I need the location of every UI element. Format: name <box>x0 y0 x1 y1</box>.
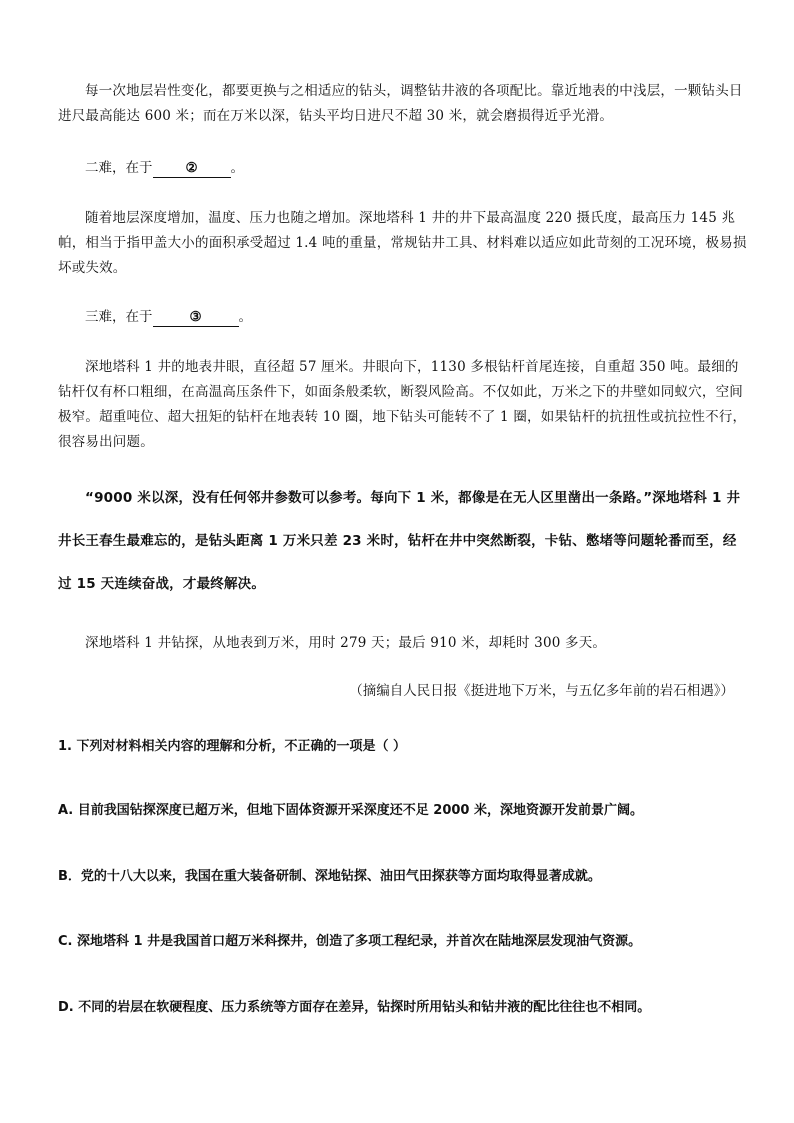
difficulty-three-suffix: 。 <box>238 309 252 325</box>
difficulty-two-suffix: 。 <box>230 160 244 176</box>
difficulty-three-line <box>58 305 748 330</box>
blank-two: ② <box>153 159 231 178</box>
passage-paragraph-quote: “9000 米以深，没有任何邻井参数可以参考。每向下 1 米，都像是在无人区里凿出一条路。”深地塔科 1 井井长王春生最难忘的，是钻头距离 1 万米只差 23 米时，钻杆在井中突然断裂，卡钻、憋堵等问题轮番而至，经过 15 天连续奋战，才最终解决。 <box>58 490 741 592</box>
question-stem: 1. 下列对材料相关内容的理解和分析，不正确的一项是（ ） <box>58 739 407 754</box>
option-a[interactable]: A. 目前我国钻探深度已超万米，但地下固体资源开采深度还不足 2000 米，深地资源开发前景广阔。 <box>58 803 644 818</box>
difficulty-two-line <box>58 156 748 181</box>
passage-paragraph-duration: 深地塔科 1 井钻探，从地表到万米，用时 279 天；最后 910 米，却耗时 300 多天。 <box>85 635 607 651</box>
option-d[interactable]: D. 不同的岩层在软硬程度、压力系统等方面存在差异，钻探时所用钻头和钻井液的配比往往也不相同。 <box>58 1000 651 1015</box>
passage-paragraph-drill-pipe: 深地塔科 1 井的地表井眼，直径超 57 厘米。井眼向下，1130 多根钻杆首尾连接，自重超 350 吨。最细的钻杆仅有杯口粗细，在高温高压条件下，如面条般柔软，断裂风险高。不仅如此，万米之下的井壁如同蚁穴，空间极窄。超重吨位、超大扭矩的钻杆在地表转 10 圈，地下钻头可能转不了 1 圈，如果钻杆的抗扭性或抗拉性不行，很容易出问题。 <box>58 359 747 450</box>
option-c[interactable]: C. 深地塔科 1 井是我国首口超万米科探井，创造了多项工程纪录，并首次在陆地深层发现油气资源。 <box>58 934 642 949</box>
passage-paragraph-drill-bits: 每一次地层岩性变化，都要更换与之相适应的钻头，调整钻井液的各项配比。靠近地表的中浅层，一颗钻头日进尺最高能达 600 米；而在万米以深，钻头平均日进尺不超 30 米，就会磨损得近乎光滑。 <box>58 83 743 124</box>
source-citation: （摘编自人民日报《挺进地下万米，与五亿多年前的岩石相遇》） <box>349 683 734 699</box>
difficulty-two-prefix: 二难，在于 <box>85 160 153 176</box>
option-b[interactable]: B．党的十八大以来，我国在重大装备研制、深地钻探、油田气田探获等方面均取得显著成就。 <box>58 869 601 884</box>
passage-paragraph-temperature-pressure: 随着地层深度增加，温度、压力也随之增加。深地塔科 1 井的井下最高温度 220 摄氏度，最高压力 145 兆帕，相当于指甲盖大小的面积承受超过 1.4 吨的重量，常规钻井工具、材料难以适应如此苛刻的工况环境，极易损坏或失效。 <box>58 210 747 276</box>
blank-three: ③ <box>153 308 239 327</box>
difficulty-three-prefix: 三难，在于 <box>85 309 153 325</box>
